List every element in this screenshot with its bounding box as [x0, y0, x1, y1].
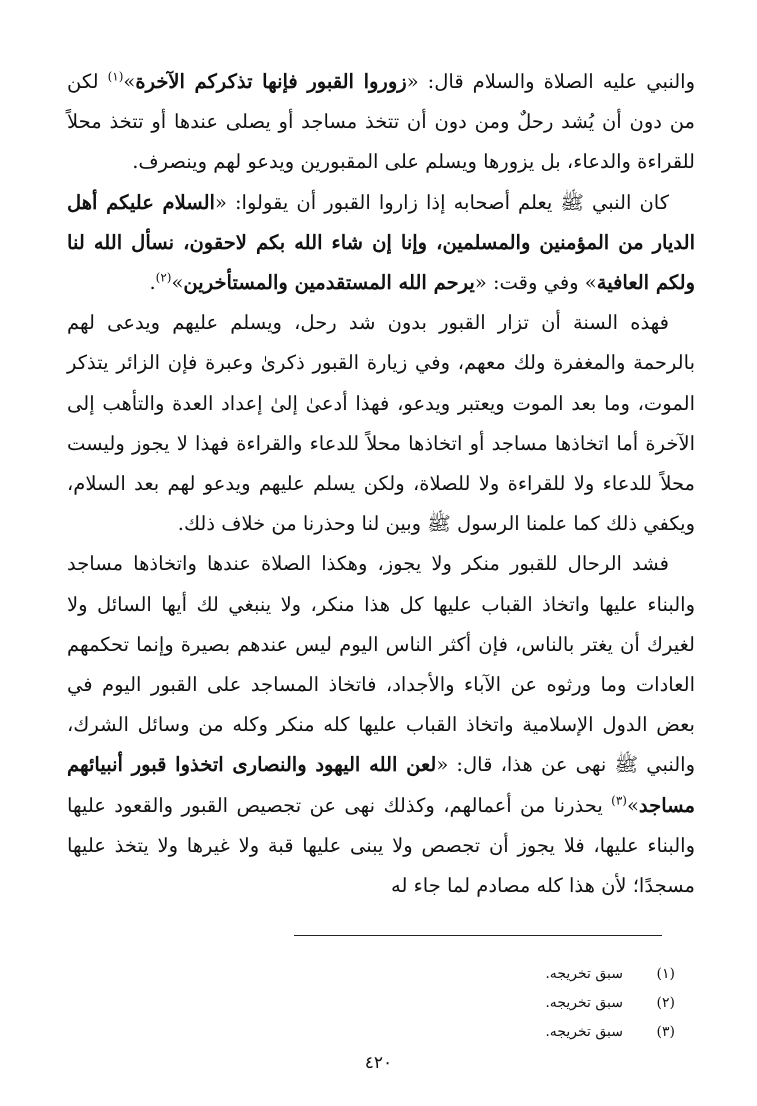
paragraph-1	[67, 62, 695, 183]
footnote-number: (٣)	[656, 1024, 675, 1040]
footnote-number: (١)	[656, 966, 675, 982]
paragraph-text: »	[626, 793, 639, 817]
hadith-quote: لعن الله اليهود والنصارى اتخذوا قبور أنبيائهم مساجد	[67, 753, 695, 817]
footnote-text: سبق تخريجه.	[545, 1024, 623, 1040]
paragraph-3: فهذه السنة أن تزار القبور بدون شد رحل، ويسلم عليهم ويدعى لهم بالرحمة والمغفرة ولك معهم، وفي زيارة القبور ذكرىٰ وعبرة فإن الزائر يتذكر الموت، وما بعد الموت ويعتبر ويدعو، فهذا أدعىٰ إلىٰ إعداد العدة والتأهب إلى الآخرة أما اتخاذها مساجد أو اتخاذها محلاً للدعاء والقراءة فهذا لا يجوز وليست محلاً للدعاء ولا للقراءة ولا للصلاة، ولكن يسلم عليهم ويدعو لهم بعد السلام، ويكفي ذلك كما علمنا الرسول ﷺ وبين لنا وحذرنا من خلاف ذلك.	[67, 311, 695, 536]
paragraph-text: يحذرنا من أعمالهم، وكذلك نهى عن تجصيص القبور والقعود عليها والبناء عليها، فلا يجوز أن تجصص ولا يبنى عليها قبة ولا غيرها ولا يتخذ عليها مسجدًا؛ لأن هذا كله مصادم لما جاء له	[67, 793, 695, 898]
paragraph-text: »	[171, 271, 184, 295]
footnote-reference-3: (٣)	[611, 793, 627, 808]
footnote-item	[275, 1018, 675, 1047]
footnote-separator	[294, 935, 662, 936]
hadith-quote: زوروا القبور فإنها تذكركم الآخرة	[135, 70, 407, 93]
footnote-item	[275, 989, 675, 1018]
paragraph-text: » وفي وقت: «	[474, 271, 597, 295]
paragraph-text: »	[123, 70, 136, 93]
footnotes	[275, 960, 675, 1047]
page-number: ٤٢٠	[364, 1053, 393, 1073]
paragraph-text: .	[149, 271, 156, 295]
paragraph-text: لكن من دون أن يُشد رحلٌ ومن دون أن تتخذ مساجد أو يصلى عندها أو تتخذ محلاً للقراءة والدعاء، بل يزورها ويسلم على المقبورين ويدعو لهم وينصرف.	[67, 70, 695, 174]
main-text	[67, 62, 695, 906]
footnote-item	[275, 960, 675, 989]
paragraph-text: فشد الرحال للقبور منكر ولا يجوز، وهكذا الصلاة عندها واتخاذها مساجد والبناء عليها واتخاذ القباب عليها كل هذا منكر، ولا ينبغي لك أيها السائل ولا لغيرك أن يغتر بالناس، فإن أكثر الناس اليوم ليس عندهم بصيرة وإنما تحكمهم العادات وما ورثوه عن الآباء والأجداد، فاتخاذ المساجد على القبور اليوم في بعض الدول الإسلامية واتخاذ القباب عليها كله منكر وكله من وسائل الشرك، والنبي ﷺ نهى عن هذا، قال: «	[67, 552, 695, 777]
footnote-text: سبق تخريجه.	[545, 966, 623, 982]
footnote-reference-2: (٢)	[155, 270, 172, 285]
hadith-quote: السلام عليكم أهل الديار من المؤمنين والمسلمين، وإنا إن شاء الله بكم لاحقون، نسأل الله لنا ولكم العافية	[67, 190, 695, 295]
hadith-quote: يرحم الله المستقدمين والمستأخرين	[183, 271, 475, 295]
footnote-number: (٢)	[656, 995, 675, 1011]
footnote-text: سبق تخريجه.	[545, 995, 623, 1011]
paragraph-text: والنبي عليه الصلاة والسلام قال: «	[406, 70, 695, 93]
paragraph-4	[67, 544, 695, 906]
footnote-reference-1: (١)	[107, 69, 124, 84]
paragraph-text: كان النبي ﷺ يعلم أصحابه إذا زاروا القبور أن يقولوا: «	[214, 190, 669, 214]
paragraph-2	[67, 183, 695, 304]
